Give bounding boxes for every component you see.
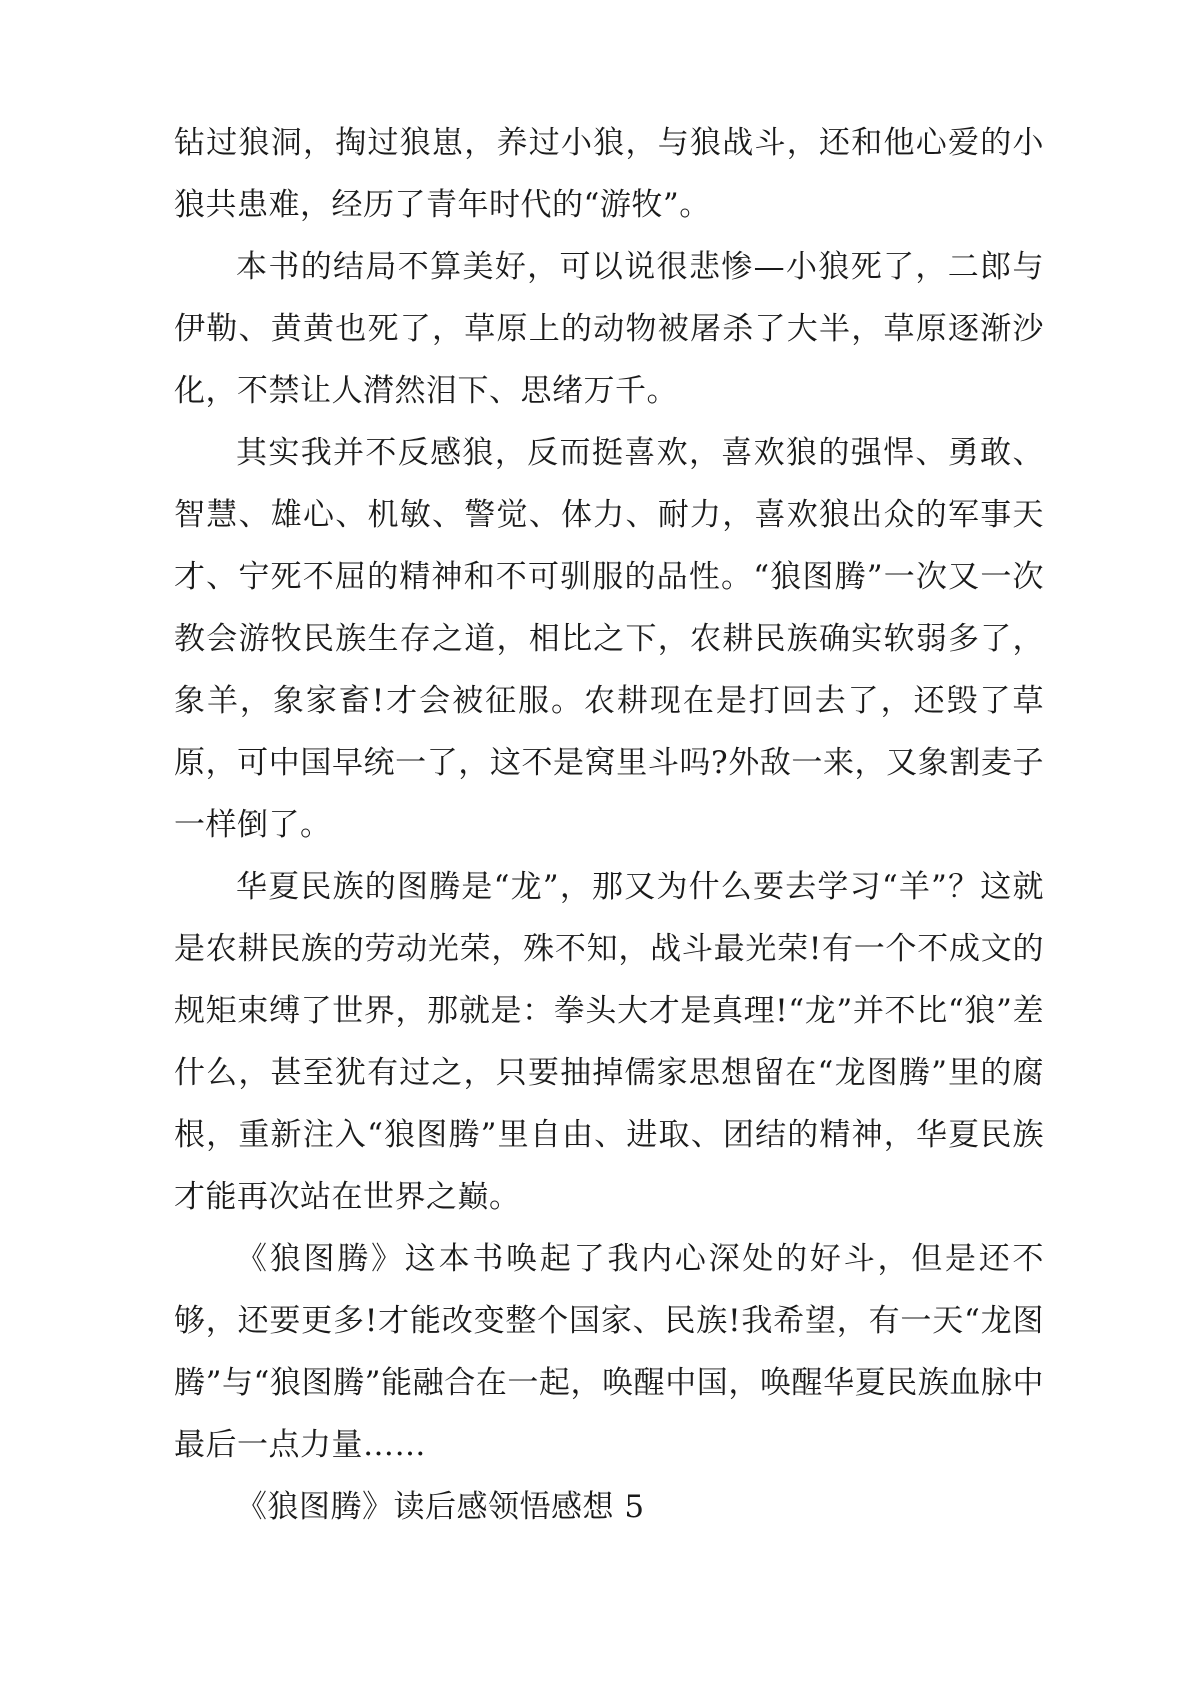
section-heading: 《狼图腾》读后感领悟感想 5	[236, 1489, 645, 1525]
paragraph-4: 华夏民族的图腾是“龙”，那又为什么要去学习“羊”？这就是农耕民族的劳动光荣，殊不知，战斗最光荣!有一个不成文的规矩束缚了世界，那就是：拳头大才是真理!“龙”并不比“狼”差什么，甚至犹有过之，只要抽掉儒家思想留在“龙图腾”里的腐根，重新注入“狼图腾”里自由、进取、团结的精神，华夏民族才能再次站在世界之巅。	[174, 869, 1044, 1215]
paragraph-2: 本书的结局不算美好，可以说很悲惨—小狼死了，二郎与伊勒、黄黄也死了，草原上的动物被屠杀了大半，草原逐渐沙化，不禁让人潸然泪下、思绪万千。	[174, 249, 1044, 409]
paragraph-3: 其实我并不反感狼，反而挺喜欢，喜欢狼的强悍、勇敢、智慧、雄心、机敏、警觉、体力、耐力，喜欢狼出众的军事天才、宁死不屈的精神和不可驯服的品性。“狼图腾”一次又一次教会游牧民族生存之道，相比之下，农耕民族确实软弱多了，象羊，象家畜!才会被征服。农耕现在是打回去了，还毁了草原，可中国早统一了，这不是窝里斗吗?外敌一来，又象割麦子一样倒了。	[174, 435, 1044, 843]
document-body	[174, 112, 1044, 1538]
paragraph-1: 钻过狼洞，掏过狼崽，养过小狼，与狼战斗，还和他心爱的小狼共患难，经历了青年时代的“游牧”。	[174, 125, 1044, 223]
paragraph-5: 《狼图腾》这本书唤起了我内心深处的好斗，但是还不够，还要更多!才能改变整个国家、民族!我希望，有一天“龙图腾”与“狼图腾”能融合在一起，唤醒中国，唤醒华夏民族血脉中最后一点力量……	[174, 1241, 1044, 1463]
